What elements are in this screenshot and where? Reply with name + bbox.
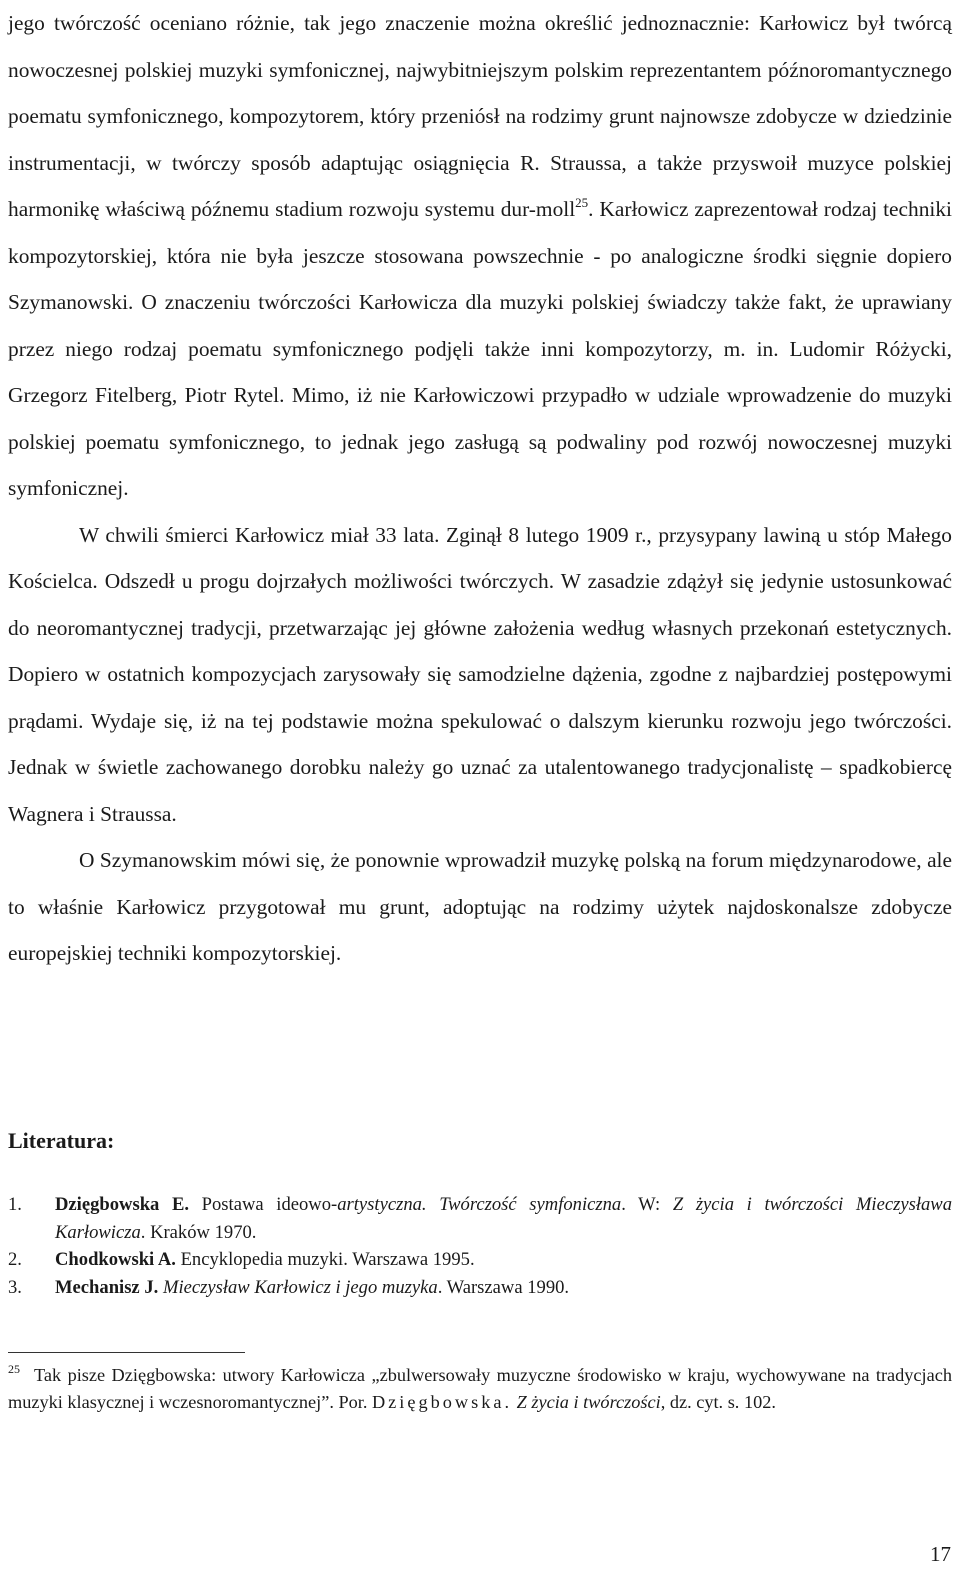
- footnote-separator: [8, 1352, 245, 1353]
- page-number: 17: [930, 1542, 951, 1566]
- item-title: artystyczna. Twórczość symfoniczna: [337, 1194, 622, 1215]
- item-number: 3.: [8, 1276, 22, 1298]
- paragraph-3: O Szymanowskim mówi się, że ponownie wprowadził muzykę polską na forum międzynarodowe, ale to właśnie Karłowicz przygotował mu grunt, adoptując na rodzimy użytek najdoskonalsze zdobycze europejskiej techniki kompozytorskiej.: [8, 848, 952, 965]
- item-number: 2.: [8, 1249, 22, 1270]
- item-author: Chodkowski A.: [55, 1249, 176, 1270]
- literature-heading: Literatura:: [8, 1128, 115, 1153]
- bibliography-item: [8, 1274, 952, 1302]
- item-author: Mechanisz J.: [55, 1276, 159, 1298]
- bibliography-item: [8, 1191, 952, 1246]
- item-text: . Warszawa 1990.: [437, 1276, 570, 1298]
- footnote-text: Tak pisze Dzięgbowska: utwory Karłowicza „zbulwersowały muzyczne środowisko w kraju, wychowywane na tradycjach muzyki klasycznej i wczesnoromantycznej”. Por.: [8, 1365, 952, 1412]
- footnote-tail: , dz. cyt. s. 102.: [660, 1392, 776, 1412]
- footnote-reference[interactable]: 25: [575, 195, 589, 210]
- bibliography-item: [8, 1246, 952, 1274]
- paragraph-1-continuation: . Karłowicz zaprezentował rodzaj techniki kompozytorskiej, która nie była jeszcze stosowana powszechnie - po analogiczne środki sięgnie dopiero Szymanowski. O znaczeniu twórczości Karłowicza dla muzyki polskiej świadczy także fakt, że uprawiany przez niego rodzaj poematu symfonicznego podjęli także inni kompozytorzy, m. in. Ludomir Różycki, Grzegorz Fitelberg, Piotr Rytel. Mimo, iż nie Karłowiczowi przypadło w udziale wprowadzenie do muzyki polskiej poematu symfonicznego, to jednak jego zasługą są podwaliny pod rozwój nowoczesnej muzyki symfonicznej.: [8, 197, 952, 500]
- item-text: . Kraków 1970.: [140, 1221, 257, 1243]
- paragraph-2: W chwili śmierci Karłowicz miał 33 lata. Zginął 8 lutego 1909 r., przysypany lawiną u stóp Małego Kościelca. Odszedł u progu dojrzałych możliwości twórczych. W zasadzie zdążył się jedynie ustosunkować do neoromantycznej tradycji, przetwarzając jej główne założenia według własnych przekonań estetycznych. Dopiero w ostatnich kompozycjach zarysowały się samodzielne dążenia, zgodne z najbardziej postępowymi prądami. Wydaje się, iż na tej podstawie można spekulować o dalszym kierunku rozwoju jego twórczości. Jednak w świetle zachowanego dorobku należy go uznać za utalentowanego tradycjonalistę – spadkobiercę Wagnera i Straussa.: [8, 522, 952, 826]
- footnote-number: 25: [8, 1362, 20, 1376]
- item-author: Dzięgbowska E.: [55, 1194, 190, 1215]
- item-title: Mieczysław Karłowicz i jego muzyka: [162, 1276, 438, 1298]
- item-text: . W:: [621, 1194, 673, 1215]
- item-source: Z życia i twórczości Mieczysława Karłowicza: [55, 1194, 952, 1243]
- body-text: [8, 0, 952, 977]
- paragraph-1-text: jego twórczość oceniano różnie, tak jego znaczenie można określić jednoznacznie: Karłowicz był twórcą nowoczesnej polskiej muzyki symfonicznej, najwybitniejszym polskim reprezentantem późnoromantycznego poematu symfonicznego, kompozytorem, który przeniósł na rodzimy grunt najnowsze zdobycze w dziedzinie instrumentacji, w twórczy sposób adaptując osiągnięcia R. Straussa, a także przyswoił muzyce polskiej harmonikę właściwą późnemu stadium rozwoju systemu dur-moll: [8, 11, 952, 221]
- item-number: 1.: [8, 1194, 22, 1215]
- bibliography-list: [8, 1191, 952, 1301]
- item-text: Postawa ideowo-: [201, 1194, 338, 1215]
- paragraph-1: [8, 0, 952, 512]
- footnote-title: Z życia i twórczości: [516, 1392, 661, 1412]
- footnote: [8, 1362, 952, 1416]
- item-text: Encyklopedia muzyki. Warszawa 1995.: [180, 1249, 475, 1270]
- footnote-author: Dzięgbowska.: [371, 1392, 513, 1412]
